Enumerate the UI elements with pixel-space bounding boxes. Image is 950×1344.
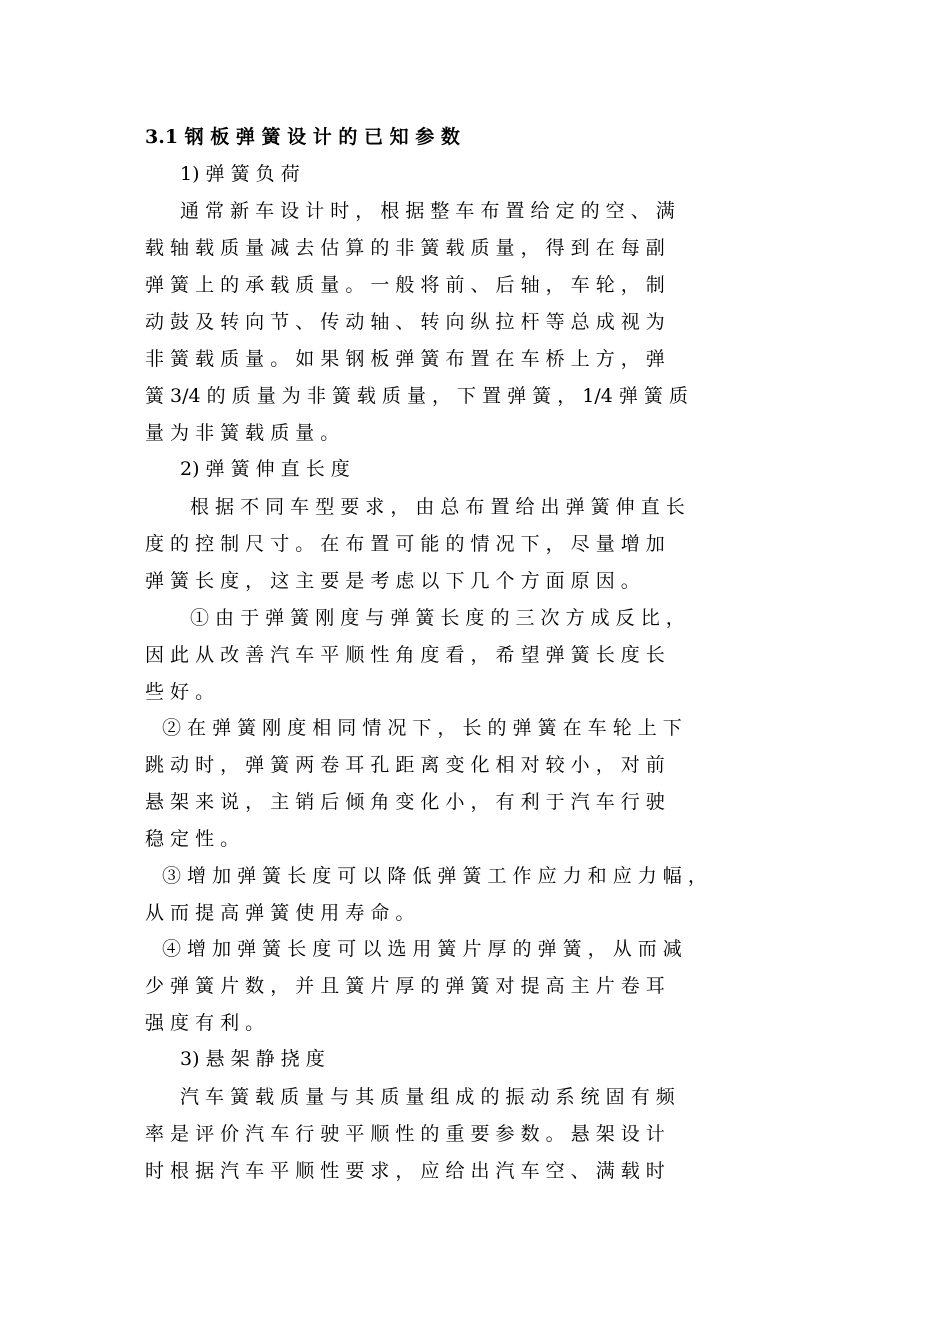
section-title: 3.1 钢 板 弹 簧 设 计 的 已 知 参 数: [145, 126, 460, 148]
paragraph-line: 弹 簧 上 的 承 载 质 量 。 一 般 将 前 、 后 轴 ， 车 轮 ， 制: [145, 274, 665, 296]
subheading-static-deflection: 3) 悬 架 静 挠 度: [180, 1048, 325, 1070]
paragraph-line: 跳 动 时 ， 弹 簧 两 卷 耳 孔 距 离 变 化 相 对 较 小 ， 对 前: [145, 754, 665, 776]
paragraph-line: 汽 车 簧 载 质 量 与 其 质 量 组 成 的 振 动 系 统 固 有 频: [180, 1086, 675, 1108]
paragraph-line: 弹 簧 长 度 ， 这 主 要 是 考 虑 以 下 几 个 方 面 原 因 。: [145, 570, 640, 592]
list-item-4: ④ 增 加 弹 簧 长 度 可 以 选 用 簧 片 厚 的 弹 簧 ， 从 而 减: [162, 938, 682, 960]
paragraph-line: 因 此 从 改 善 汽 车 平 顺 性 角 度 看 ， 希 望 弹 簧 长 度 长: [145, 644, 665, 666]
paragraph-line: 时 根 据 汽 车 平 顺 性 要 求 ， 应 给 出 汽 车 空 、 满 载 时: [145, 1160, 665, 1182]
paragraph-line: 非 簧 载 质 量 。 如 果 钢 板 弹 簧 布 置 在 车 桥 上 方 ， 弹: [145, 348, 665, 370]
paragraph-line: 动 鼓 及 转 向 节 、 传 动 轴 、 转 向 纵 拉 杆 等 总 成 视 为: [145, 311, 665, 333]
list-item-3: ③ 增 加 弹 簧 长 度 可 以 降 低 弹 簧 工 作 应 力 和 应 力 幅 ，: [162, 865, 707, 887]
paragraph-line: 载 轴 载 质 量 减 去 估 算 的 非 簧 载 质 量 ， 得 到 在 每 副: [145, 237, 665, 259]
paragraph-line: 率 是 评 价 汽 车 行 驶 平 顺 性 的 重 要 参 数 。 悬 架 设 计: [145, 1123, 665, 1145]
subheading-spring-load: 1) 弹 簧 负 荷: [180, 163, 300, 185]
list-item-2: ② 在 弹 簧 刚 度 相 同 情 况 下 ， 长 的 弹 簧 在 车 轮 上 下: [162, 717, 682, 739]
paragraph-line: 从 而 提 高 弹 簧 使 用 寿 命 。: [145, 902, 415, 924]
subheading-spring-length: 2) 弹 簧 伸 直 长 度: [180, 458, 350, 480]
paragraph-line: 些 好 。: [145, 681, 215, 703]
paragraph-line: 量 为 非 簧 载 质 量 。: [145, 422, 340, 444]
paragraph-line: 簧 3/4 的 质 量 为 非 簧 载 质 量 ， 下 置 弹 簧 ， 1/4 弹 簧 质: [145, 385, 688, 407]
paragraph-line: 悬 架 来 说 ， 主 销 后 倾 角 变 化 小 ， 有 利 于 汽 车 行 驶: [145, 791, 665, 813]
paragraph-line: 根 据 不 同 车 型 要 求 ， 由 总 布 置 给 出 弹 簧 伸 直 长: [190, 496, 685, 518]
list-item-1: ① 由 于 弹 簧 刚 度 与 弹 簧 长 度 的 三 次 方 成 反 比 ，: [190, 607, 685, 629]
paragraph-line: 少 弹 簧 片 数 ， 并 且 簧 片 厚 的 弹 簧 对 提 高 主 片 卷 耳: [145, 975, 665, 997]
paragraph-line: 稳 定 性 。: [145, 828, 240, 850]
paragraph-line: 通 常 新 车 设 计 时 ， 根 据 整 车 布 置 给 定 的 空 、 满: [180, 200, 675, 222]
paragraph-line: 强 度 有 利 。: [145, 1012, 265, 1034]
paragraph-line: 度 的 控 制 尺 寸 。 在 布 置 可 能 的 情 况 下 ， 尽 量 增 加: [145, 533, 665, 555]
